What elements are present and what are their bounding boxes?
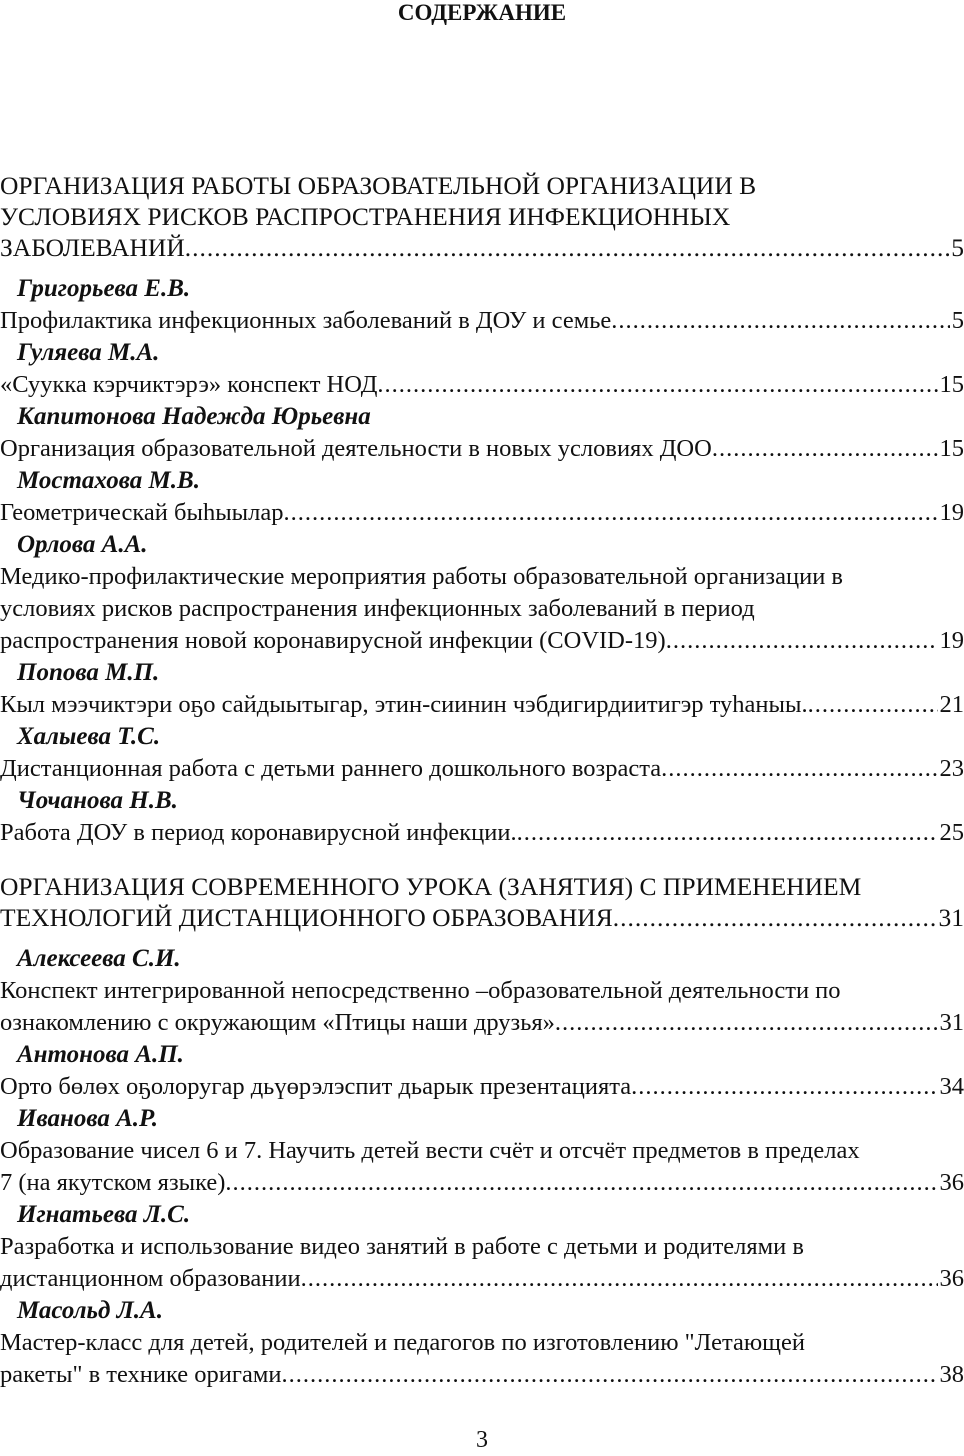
section-heading-page-ref: 31 <box>938 903 964 932</box>
section-heading <box>0 170 964 263</box>
entry-page-ref: 38 <box>939 1361 964 1388</box>
entry-text: дистанционном образовании <box>0 1265 301 1292</box>
entry-text: Работа ДОУ в период коронавирусной инфекции. <box>0 819 517 846</box>
dot-leader <box>712 433 938 465</box>
entry-last-line <box>0 625 964 657</box>
entry-page-ref: 19 <box>939 627 964 654</box>
entry-text: ознакомлению с окружающим «Птицы наши друзья» <box>0 1009 555 1036</box>
section-heading <box>0 871 964 933</box>
toc-entry <box>0 369 964 401</box>
entry-last-line <box>0 497 964 529</box>
toc-entry <box>0 1327 964 1391</box>
entry-last-line <box>0 1359 964 1391</box>
dot-leader <box>281 1359 937 1391</box>
dot-leader <box>555 1007 938 1039</box>
dot-leader <box>613 902 937 933</box>
entry-text: «Суукка кэрчиктэрэ» конспект НОД <box>0 371 378 398</box>
dot-leader <box>808 689 938 721</box>
entry-page-ref: 15 <box>939 435 964 462</box>
toc-entry <box>0 689 964 721</box>
entry-page-ref: 36 <box>939 1265 964 1292</box>
entry-text: Орто бөлөх оҕолоругар дьүөрэлэспит дьарык презентацията <box>0 1073 632 1100</box>
entry-text: 7 (на якутском языке) <box>0 1169 226 1196</box>
dot-leader <box>611 305 949 337</box>
toc-entry <box>0 497 964 529</box>
section-heading-text: ЗАБОЛЕВАНИЙ <box>0 233 185 262</box>
entry-author: Гуляева М.А. <box>17 339 160 366</box>
dot-leader <box>517 817 938 849</box>
section-heading-text: ТЕХНОЛОГИЙ ДИСТАНЦИОННОГО ОБРАЗОВАНИЯ <box>0 903 613 932</box>
entry-last-line <box>0 369 964 401</box>
dot-leader <box>661 753 937 785</box>
toc-entry <box>0 753 964 785</box>
entry-last-line <box>0 689 964 721</box>
entry-text: Геометрическай быhыылар <box>0 499 284 526</box>
entry-title-line: Образование чисел 6 и 7. Научить детей вести счёт и отсчёт предметов в пределах <box>0 1137 860 1164</box>
toc-entry <box>0 561 964 657</box>
entry-last-line <box>0 1167 964 1199</box>
entry-author: Иванова А.Р. <box>17 1105 159 1132</box>
dot-leader <box>225 1167 937 1199</box>
entry-last-line <box>0 817 964 849</box>
toc-entry <box>0 433 964 465</box>
entry-page-ref: 31 <box>939 1009 964 1036</box>
dot-leader <box>377 369 937 401</box>
entry-last-line <box>0 1071 964 1103</box>
entry-page-ref: 15 <box>939 371 964 398</box>
toc-entry <box>0 975 964 1039</box>
entry-page-ref: 25 <box>939 819 964 846</box>
entry-author: Мостахова М.В. <box>17 467 200 494</box>
entry-title-line: Мастер-класс для детей, родителей и педагогов по изготовлению "Летающей <box>0 1329 805 1356</box>
section-heading-line: ОРГАНИЗАЦИЯ СОВРЕМЕННОГО УРОКА (ЗАНЯТИЯ) С ПРИМЕНЕНИЕМ <box>0 872 862 901</box>
entry-author: Масольд Л.А. <box>17 1297 163 1324</box>
entry-last-line <box>0 1007 964 1039</box>
entry-author: Халыева Т.С. <box>17 723 161 750</box>
entry-author: Алексеева С.И. <box>17 945 181 972</box>
entry-page-ref: 21 <box>939 691 964 718</box>
page-title: СОДЕРЖАНИЕ <box>397 0 567 25</box>
entry-text: Дистанционная работа с детьми раннего дошкольного возраста <box>0 755 662 782</box>
entry-text: Кыл мээчиктэри оҕо сайдыытыгар, этин-сиинин чэбдигирдиитигэр туhаныы. <box>0 691 808 718</box>
entry-text: Профилактика инфекционных заболеваний в ДОУ и семье <box>0 307 612 334</box>
page-number: 3 <box>476 1427 488 1453</box>
table-of-contents <box>0 170 964 1391</box>
section-heading-line: УСЛОВИЯХ РИСКОВ РАСПРОСТРАНЕНИЯ ИНФЕКЦИОННЫХ <box>0 202 731 231</box>
entry-last-line <box>0 753 964 785</box>
entry-last-line <box>0 1263 964 1295</box>
dot-leader <box>185 232 950 263</box>
entry-last-line <box>0 433 964 465</box>
dot-leader <box>666 625 938 657</box>
entry-page-ref: 34 <box>939 1073 964 1100</box>
dot-leader <box>283 497 937 529</box>
section-heading-line: ОРГАНИЗАЦИЯ РАБОТЫ ОБРАЗОВАТЕЛЬНОЙ ОРГАНИЗАЦИИ В <box>0 171 757 200</box>
toc-entry <box>0 1071 964 1103</box>
entry-author: Капитонова Надежда Юрьевна <box>17 403 371 430</box>
entry-page-ref: 36 <box>939 1169 964 1196</box>
entry-text: Организация образовательной деятельности в новых условиях ДОО <box>0 435 712 462</box>
section-heading-last-line <box>0 232 964 263</box>
section-heading-last-line <box>0 902 964 933</box>
entry-text: распространения новой коронавирусной инфекции (COVID-19) <box>0 627 666 654</box>
entry-title-line: условиях рисков распространения инфекционных заболеваний в период <box>0 595 755 622</box>
entry-author: Игнатьева Л.С. <box>17 1201 191 1228</box>
toc-entry <box>0 817 964 849</box>
section-heading-page-ref: 5 <box>951 233 964 262</box>
dot-leader <box>301 1263 938 1295</box>
entry-page-ref: 23 <box>939 755 964 782</box>
entry-last-line <box>0 305 964 337</box>
entry-author: Григорьева Е.В. <box>17 275 191 302</box>
toc-entry <box>0 1231 964 1295</box>
entry-author: Попова М.П. <box>17 659 160 686</box>
entry-title-line: Медико-профилактические мероприятия работы образовательной организации в <box>0 563 844 590</box>
toc-entry <box>0 305 964 337</box>
entry-title-line: Разработка и использование видео занятий в работе с детьми и родителями в <box>0 1233 804 1260</box>
entry-text: ракеты" в технике оригами <box>0 1361 282 1388</box>
entry-author: Орлова А.А. <box>17 531 148 558</box>
dot-leader <box>631 1071 937 1103</box>
entry-title-line: Конспект интегрированной непосредственно –образовательной деятельности по <box>0 977 841 1004</box>
entry-author: Антонова А.П. <box>17 1041 184 1068</box>
entry-author: Чочанова Н.В. <box>17 787 178 814</box>
toc-entry <box>0 1135 964 1199</box>
entry-page-ref: 5 <box>951 307 964 334</box>
entry-page-ref: 19 <box>939 499 964 526</box>
